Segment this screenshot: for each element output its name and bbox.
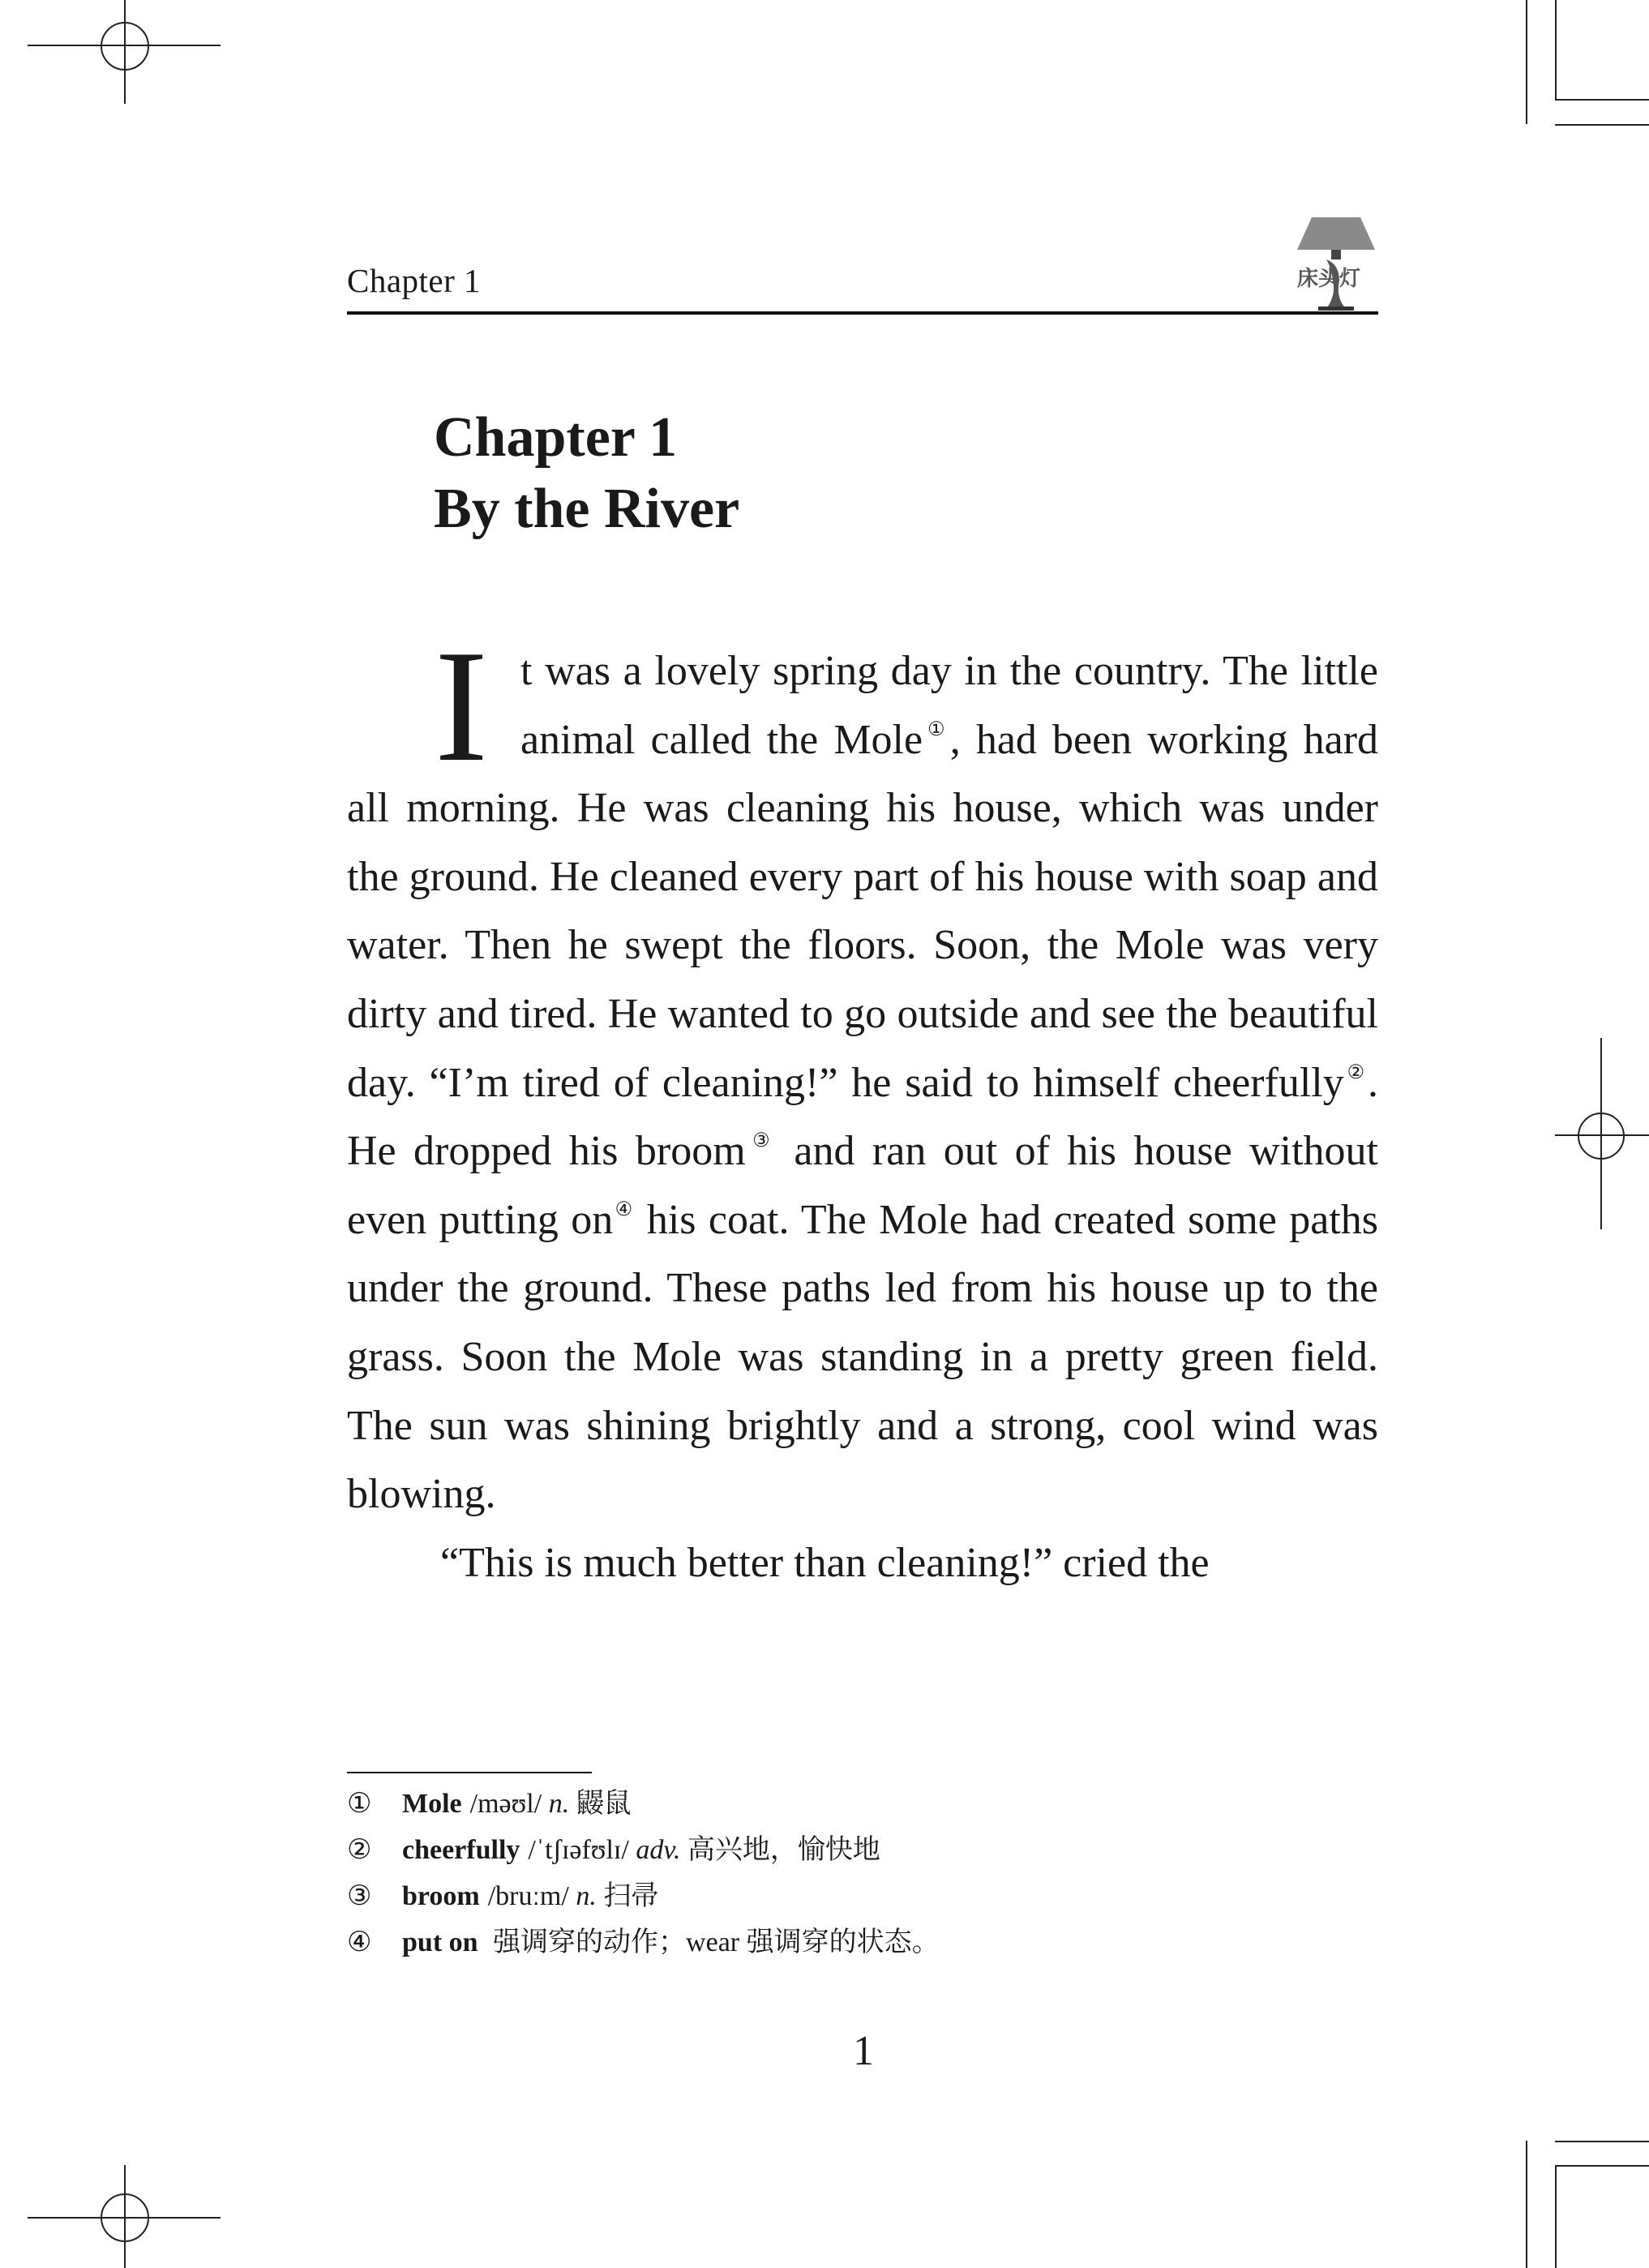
- footnote-item: ① Mole /məʊl/ n. 鼹鼠: [347, 1789, 632, 1819]
- footnote-item: ④ put on 强调穿的动作；wear 强调穿的状态。: [347, 1927, 940, 1957]
- paragraph-1: It was a lovely spring day in the country. The little animal called the Mole①, had been working hard all morning. He was cleaning his house, which was under the ground. He cleaned every part of his house with soap and water. Then he swept the floors. Soon, the Mole was very dirty and tired. He wanted to go outside and see the beautiful day. “I’m tired of cleaning!” he said to himself cheerfully②. He dropped his broom③ and ran out of his house without even putting on④ his coat. The Mole had created some paths under the ground. These paths led from his house up to the grass. Soon the Mole was standing in a pretty green field. The sun was shining brightly and a strong, cool wind was blowing.: [347, 617, 1379, 1518]
- drop-cap: I: [435, 617, 488, 795]
- footnote-ref-4[interactable]: ④: [613, 1198, 635, 1220]
- footnote-ref-1[interactable]: ①: [923, 718, 950, 740]
- chapter-subtitle: By the River: [434, 478, 740, 540]
- page-number: 1: [853, 2028, 874, 2074]
- footnote-rule: [347, 1772, 592, 1773]
- body-text: [347, 617, 1379, 1597]
- running-header-title: Chapter 1: [347, 262, 482, 299]
- header-rule: [347, 311, 1378, 315]
- chapter-number-title: Chapter 1: [434, 406, 678, 469]
- lamp-logo-icon: [1294, 216, 1378, 311]
- logo-text: 床头灯: [1297, 267, 1361, 291]
- footnotes: [347, 1781, 940, 1966]
- paragraph-2: “This is much better than cleaning!” cried the: [440, 1539, 1210, 1586]
- footnote-item: ③ broom /bruːm/ n. 扫帚: [347, 1881, 659, 1911]
- footnote-ref-2[interactable]: ②: [1343, 1061, 1368, 1083]
- footnote-ref-3[interactable]: ③: [745, 1130, 777, 1152]
- chapter-heading: [434, 402, 739, 545]
- footnote-item: ② cheerfully /ˈtʃɪəfʊlɪ/ adv. 高兴地，愉快地: [347, 1835, 880, 1865]
